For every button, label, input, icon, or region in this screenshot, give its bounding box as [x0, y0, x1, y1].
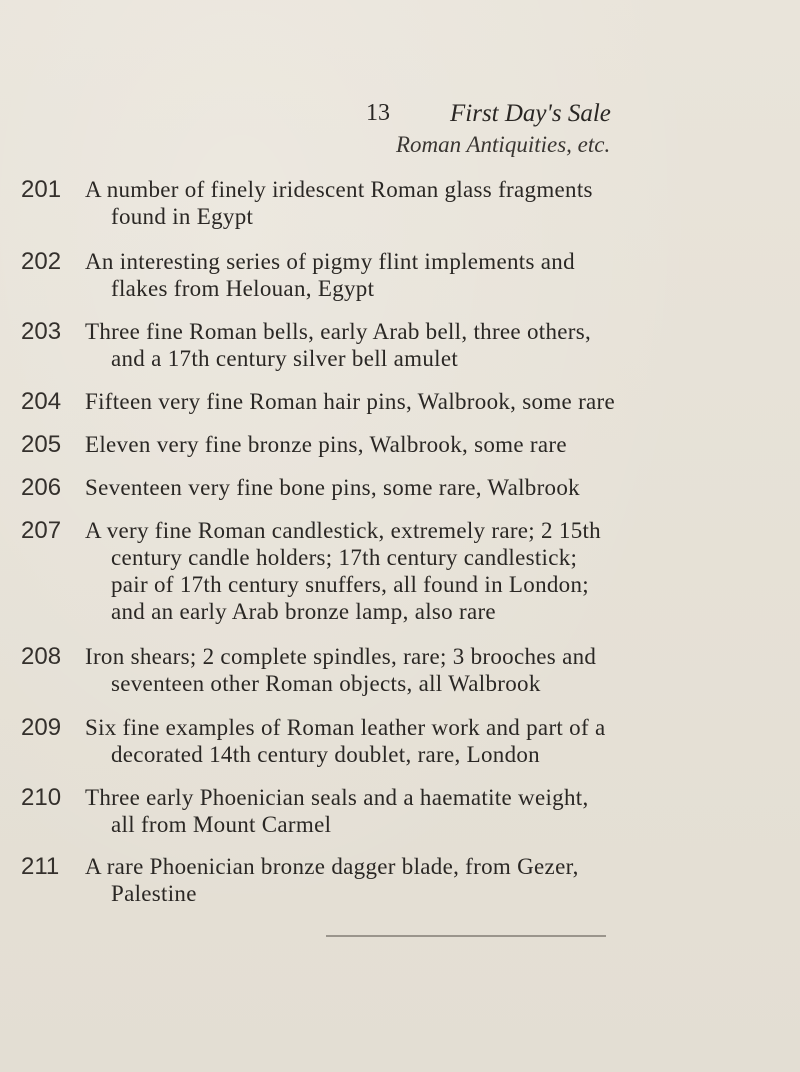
lot-description-line: An interesting series of pigmy flint implements and: [85, 249, 575, 274]
lot-description-line: Iron shears; 2 complete spindles, rare; 3 brooches and: [85, 644, 597, 669]
lot-number: 210: [21, 784, 62, 811]
lot-description-line: Six fine examples of Roman leather work and part of a: [85, 715, 606, 740]
lot-description: [85, 388, 775, 415]
lot-number: 203: [21, 318, 62, 345]
lot-number: 211: [21, 853, 60, 880]
lot-description: [85, 474, 775, 501]
lot-description-line: Eleven very fine bronze pins, Walbrook, some rare: [85, 432, 567, 457]
lot-description: [85, 643, 775, 697]
lot-description-line: Fifteen very fine Roman hair pins, Walbrook, some rare: [85, 389, 616, 414]
lot-description-line: A number of finely iridescent Roman glass fragments: [85, 177, 593, 202]
lot-description: [85, 318, 775, 372]
lot-description-line: Three early Phoenician seals and a haematite weight,: [85, 785, 589, 810]
lot-description: [85, 784, 775, 838]
lot-description-line: Three fine Roman bells, early Arab bell, three others,: [85, 319, 592, 344]
lot-number: 207: [21, 517, 62, 544]
lot-description-line: A rare Phoenician bronze dagger blade, from Gezer,: [85, 854, 579, 879]
lot-number: 206: [21, 474, 62, 501]
running-title: First Day's Sale: [450, 100, 611, 127]
lot-description-line: Seventeen very fine bone pins, some rare, Walbrook: [85, 475, 580, 500]
lot-description: [85, 176, 775, 230]
section-title: Roman Antiquities, etc.: [396, 132, 611, 157]
lot-description: [85, 248, 775, 302]
lot-description: [85, 714, 775, 768]
section-divider: [326, 935, 606, 937]
lot-number: 201: [21, 176, 62, 203]
lot-description: [85, 431, 775, 458]
lot-description-line: century candle holders; 17th century candlestick;: [111, 545, 578, 570]
lot-description-line: and an early Arab bronze lamp, also rare: [111, 599, 496, 624]
lot-description-line: A very fine Roman candlestick, extremely rare; 2 15th: [85, 518, 601, 543]
lot-description-line: pair of 17th century snuffers, all found in London;: [111, 572, 589, 597]
page-number: 13: [366, 100, 390, 126]
lot-description-line: seventeen other Roman objects, all Walbrook: [111, 671, 541, 696]
lot-description-line: flakes from Helouan, Egypt: [111, 276, 375, 301]
lot-description-line: decorated 14th century doublet, rare, London: [111, 742, 540, 767]
lot-number: 208: [21, 643, 62, 670]
lot-description: [85, 853, 775, 907]
lot-description: [85, 517, 775, 625]
lot-number: 205: [21, 431, 62, 458]
lot-description-line: and a 17th century silver bell amulet: [111, 346, 459, 371]
lot-number: 204: [21, 388, 62, 415]
page-header: [366, 100, 766, 136]
lot-description-line: all from Mount Carmel: [111, 812, 332, 837]
lot-number: 209: [21, 714, 62, 741]
lot-number: 202: [21, 248, 62, 275]
lot-description-line: Palestine: [111, 881, 197, 906]
lot-description-line: found in Egypt: [111, 204, 254, 229]
